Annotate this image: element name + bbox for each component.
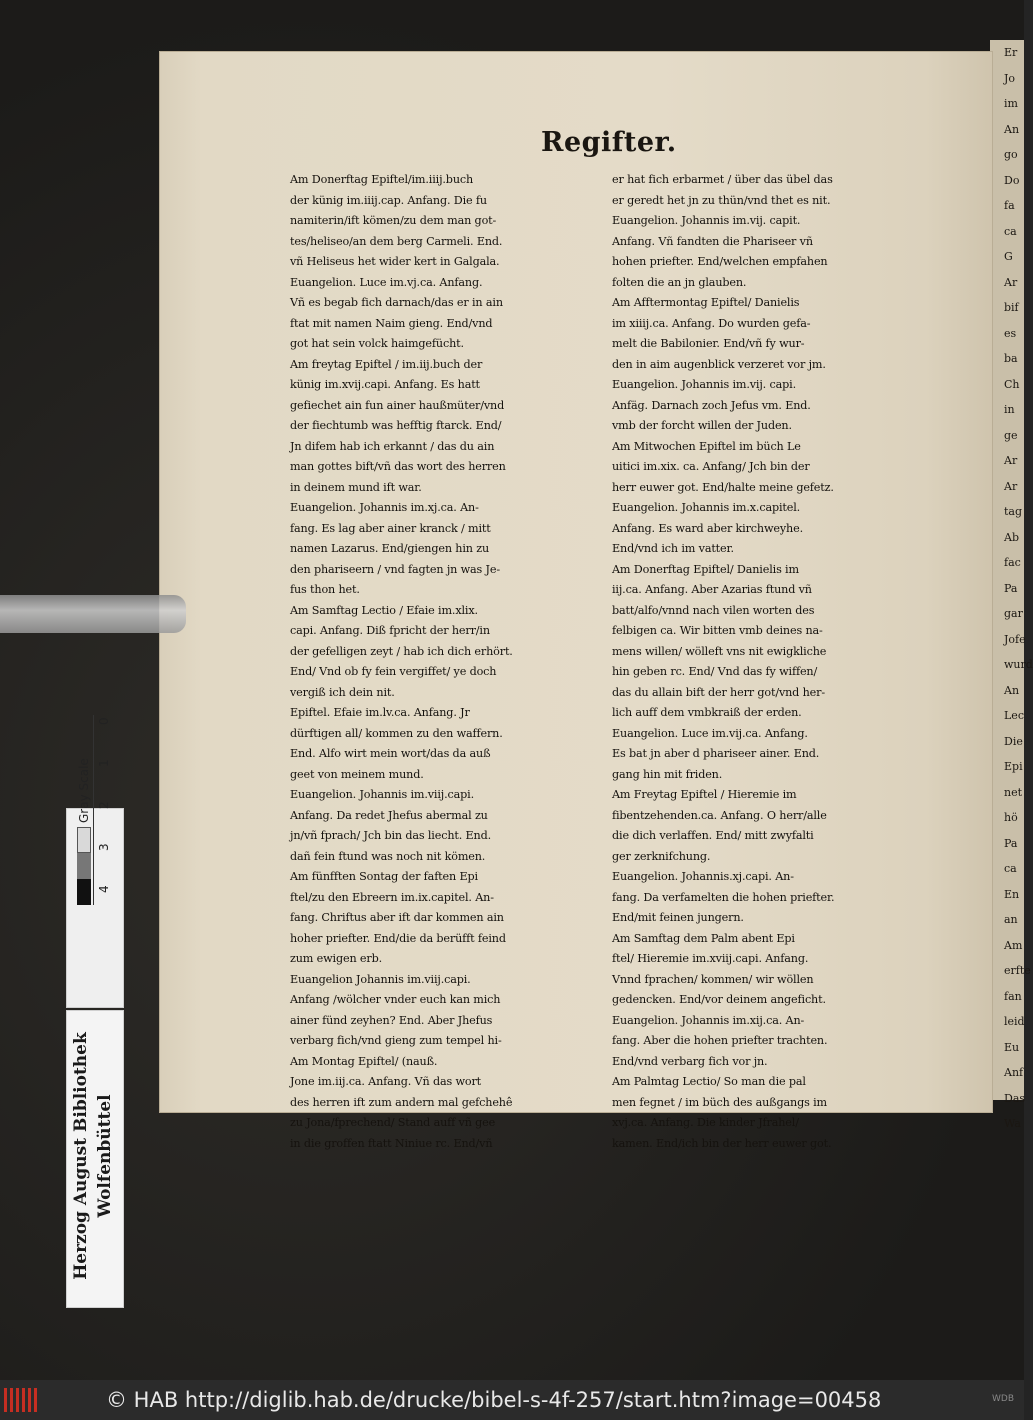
text-line: mens willen/ wölleft vns nit ewigkliche [612, 644, 827, 658]
underpage-fragment: Jofe [1004, 632, 1026, 646]
library-name: Herzog August Bibliothek [71, 1032, 91, 1280]
text-line: Anfäg. Darnach zoch Jefus vm. End. [612, 398, 811, 412]
underpage-fragment: Pa [1004, 581, 1018, 595]
text-line: fang. Chriftus aber ift dar kommen ain [290, 911, 504, 924]
text-line: Jone im.iij.ca. Anfang. Vñ das wort [290, 1075, 482, 1088]
text-line: in deinem mund ift war. [290, 480, 422, 494]
text-line: in die groffen ftatt Niniue rc. End/vñ [290, 1136, 493, 1150]
text-line: den phariseern / vnd fagten jn was Je- [290, 562, 500, 576]
text-line: Euangelion. Luce im.vj.ca. Anfang. [290, 275, 483, 289]
gray-scale-label: Gray Scale [77, 758, 91, 823]
underpage-fragment: Jo [1004, 71, 1016, 85]
text-line: Euangelion Johannis im.viij.capi. [290, 972, 471, 986]
text-line: herr euwer got. End/halte meine gefetz. [612, 480, 834, 494]
text-line: der gefelligen zeyt / hab ich dich erhört. [290, 644, 513, 658]
text-line: Am Mitwochen Epiftel im büch Le [612, 439, 801, 453]
underpage-fragment: An [1004, 683, 1020, 697]
text-line: der fiechtumb was hefftig ftarck. End/ [290, 419, 502, 432]
text-line: ainer fünd zeyhen? End. Aber Jhefus [290, 1013, 493, 1027]
text-line: lich auff dem vmbkraiß der erden. [612, 706, 802, 719]
text-line: End/ Vnd ob fy fein vergiffet/ ye doch [290, 665, 497, 678]
ruler-inner [75, 715, 115, 905]
underpage-fragment: Do [1004, 173, 1020, 187]
text-line: tes/heliseo/an dem berg Carmeli. End. [290, 234, 503, 248]
underpage-fragment: ca [1004, 224, 1017, 238]
text-line: dürftigen all/ kommen zu den waffern. [290, 726, 503, 740]
ruler-scale-line [93, 715, 94, 905]
ruler-number: 4 [97, 885, 111, 893]
underpage-fragment: fac [1004, 556, 1021, 569]
text-line: got hat sein volck haimgefücht. [290, 337, 464, 350]
underpage-fragment: Lec [1004, 709, 1024, 722]
underpage-fragment: fa [1004, 199, 1015, 212]
text-line: vergiß ich dein nit. [290, 685, 395, 699]
text-line: uitici im.xix. ca. Anfang/ Jch bin der [612, 460, 810, 473]
text-line: Epiftel. Efaie im.lv.ca. Anfang. Jr [290, 706, 470, 719]
underpage-fragment: gar [1004, 607, 1023, 620]
text-line: End/vnd verbarg fich vor jn. [612, 1054, 768, 1068]
underpage-fragment: Die [1004, 734, 1023, 748]
text-line: Anfang. Vñ fandten die Phariseer vñ [612, 234, 813, 248]
text-line: fang. Da verfamelten die hohen priefter. [612, 890, 835, 904]
gray-swatch-black [77, 879, 91, 905]
text-line: Euangelion. Johannis im.vij. capit. [612, 214, 801, 227]
ruler-number: 3 [97, 843, 111, 851]
text-line: den in aim augenblick verzeret vor jm. [612, 357, 826, 371]
text-line: End/mit feinen jungern. [612, 911, 744, 924]
text-line: Anfang. Da redet Jhefus abermal zu [290, 808, 488, 822]
underpage-fragment: im [1004, 97, 1018, 110]
underpage-fragment: wurd [1004, 658, 1033, 671]
text-line: Anfang /wölcher vnder euch kan mich [290, 993, 501, 1006]
text-line: Euangelion. Johannis im.xij.ca. An- [612, 1013, 805, 1027]
underlying-page-edge [990, 40, 1033, 1130]
text-line: fibentzehenden.ca. Anfang. O herr/alle [612, 808, 827, 822]
text-line: vñ Heliseus het wider kert in Galgala. [290, 255, 500, 268]
underpage-fragment: ba [1004, 352, 1018, 365]
underpage-fragment: Epi [1004, 760, 1023, 773]
text-line: kamen. End/ich bin der herr euwer got. [612, 1136, 832, 1150]
text-line: namen Lazarus. End/giengen hin zu [290, 542, 490, 555]
underpage-fragment: tag [1004, 505, 1023, 518]
text-line: men fegnet / im büch des außgangs im [612, 1095, 827, 1109]
text-line: namiterin/ift kömen/zu dem man got- [290, 214, 497, 227]
text-line: hoher priefter. End/die da berüfft feind [290, 931, 506, 945]
text-line: man gottes bift/vñ das wort des herren [290, 460, 506, 473]
text-line: zu Jona/fprechend/ Stand auff vñ gee [290, 1116, 496, 1129]
text-line: ger zerknifchung. [612, 849, 711, 863]
underpage-fragment: Ar [1004, 454, 1018, 467]
underpage-fragment: Anf [1004, 1066, 1024, 1079]
text-line: Euangelion. Johannis im.xj.ca. An- [290, 501, 479, 514]
underpage-fragment: Das [1004, 1091, 1026, 1105]
underpage-fragment: go [1004, 148, 1018, 161]
footer-copyright-link[interactable]: © HAB http://diglib.hab.de/drucke/bibel-s-4f-257/start.htm?image=00458 [106, 1388, 882, 1412]
text-line: capi. Anfang. Diß fpricht der herr/in [290, 624, 490, 637]
text-line: des herren ift zum andern mal gefchehê [290, 1095, 513, 1109]
text-line: Am Samftag Lectio / Efaie im.xlix. [290, 603, 478, 617]
text-line: im xiiij.ca. Anfang. Do wurden gefa- [612, 316, 811, 330]
library-label [66, 1010, 124, 1308]
text-line: Euangelion. Luce im.vij.ca. Anfang. [612, 726, 808, 740]
text-line: Jn difem hab ich erkannt / das du ain [290, 439, 495, 453]
text-line: Am Montag Epiftel/ (nauß. [290, 1054, 438, 1068]
text-line: End. Alfo wirt mein wort/das da auß [290, 747, 491, 760]
underpage-fragment: Pa [1004, 836, 1018, 850]
text-line: fus thon het. [290, 583, 360, 596]
text-line: er geredt het jn zu thün/vnd thet es nit. [612, 193, 831, 207]
text-line: Am fünfften Sontag der faften Epi [290, 870, 478, 883]
text-line: Am Palmtag Lectio/ So man die pal [612, 1075, 806, 1088]
text-line: batt/alfo/vnnd nach vilen worten des [612, 603, 815, 617]
text-line: das du allain bift der herr got/vnd her- [612, 685, 825, 699]
text-line: felbigen ca. Wir bitten vmb deines na- [612, 624, 823, 637]
text-line: Es bat jn aber d phariseer ainer. End. [612, 747, 820, 760]
text-line: der künig im.iiij.cap. Anfang. Die fu [290, 193, 487, 207]
text-line: xvj.ca. Anfang. Die kinder Jfrahel/ [612, 1116, 799, 1129]
ruler-number: 1 [97, 759, 111, 767]
underpage-fragment: Er [1004, 46, 1018, 59]
gray-swatch-light [77, 827, 91, 853]
text-line: fang. Aber die hohen priefter trachten. [612, 1034, 828, 1047]
text-line: gefiechet ain fun ainer haußmüter/vnd [290, 398, 505, 412]
text-line: vmb der forcht willen der Juden. [612, 419, 792, 432]
underpage-fragment: leid [1004, 1015, 1025, 1028]
right-text-column [612, 170, 928, 1154]
footer-bar [0, 1380, 1024, 1420]
underpage-fragment: G [1004, 250, 1013, 263]
text-line: fang. Es lag aber ainer kranck / mitt [290, 521, 491, 535]
underpage-fragment: fan [1004, 989, 1022, 1003]
text-line: Euangelion. Johannis im.viij.capi. [290, 788, 474, 801]
text-line: gedencken. End/vor deinem angeficht. [612, 993, 826, 1006]
underpage-fragment: in [1004, 403, 1015, 416]
underpage-fragment: Ch [1004, 377, 1020, 391]
text-line: iij.ca. Anfang. Aber Azarias ftund vñ [612, 583, 812, 596]
text-line: folten die an jn glauben. [612, 275, 747, 289]
underpage-fragment: Ar [1004, 275, 1018, 289]
text-line: Euangelion. Johannis.xj.capi. An- [612, 870, 794, 883]
text-line: jn/vñ fprach/ Jch bin das liecht. End. [290, 829, 492, 842]
underpage-fragment: ge [1004, 428, 1018, 442]
left-text-column [290, 170, 606, 1154]
underpage-fragment: bif [1004, 301, 1019, 314]
gray-scale-ruler [66, 717, 124, 1008]
text-line: Vñ es begab fich darnach/das er in ain [290, 296, 503, 309]
text-line: gang hin mit friden. [612, 767, 723, 781]
hab-logo-icon [4, 1388, 40, 1412]
library-city: Wolfenbüttel [95, 1094, 115, 1218]
text-line: End/vnd ich im vatter. [612, 542, 734, 555]
text-line: er hat fich erbarmet / über das übel das [612, 173, 833, 186]
text-line: hohen priefter. End/welchen empfahen [612, 255, 828, 268]
underpage-fragment: Ab [1004, 530, 1019, 544]
page-header: Regifter. [541, 127, 677, 158]
underpage-fragment: net [1004, 785, 1023, 799]
text-line: zum ewigen erb. [290, 952, 383, 965]
underpage-fragment: hö [1004, 811, 1018, 824]
footer-mark: WDB [992, 1394, 1015, 1404]
text-line: melt die Babilonier. End/vñ fy wur- [612, 337, 805, 350]
underpage-fragment: En [1004, 887, 1020, 901]
underpage-fragment: An [1004, 122, 1020, 136]
text-line: Vnnd fprachen/ kommen/ wir wöllen [612, 972, 814, 986]
text-line: Am Afftermontag Epiftel/ Danielis [612, 296, 800, 309]
text-line: Am Samftag dem Palm abent Epi [612, 931, 795, 945]
underpage-fragment: Ar [1004, 479, 1018, 493]
text-line: geet von meinem mund. [290, 767, 424, 781]
text-line: die dich verlaffen. End/ mitt zwyfalti [612, 829, 814, 842]
underpage-fragment: ca [1004, 862, 1017, 875]
text-line: ftel/ Hieremie im.xviij.capi. Anfang. [612, 952, 809, 965]
underpage-fragment: Am [1004, 938, 1023, 952]
ruler-number: 0 [97, 717, 111, 725]
text-line: Anfang. Es ward aber kirchweyhe. [612, 521, 803, 535]
page-holder-strip [0, 595, 186, 633]
text-line: verbarg fich/vnd gieng zum tempel hi- [290, 1034, 502, 1047]
underpage-fragment: erfte [1004, 964, 1031, 977]
text-line: ftel/zu den Ebreern im.ix.capitel. An- [290, 890, 494, 904]
text-line: Am Freytag Epiftel / Hieremie im [612, 788, 797, 801]
text-line: Am freytag Epiftel / im.iij.buch der [290, 357, 483, 371]
underpage-fragment: an [1004, 913, 1018, 926]
text-line: ftat mit namen Naim gieng. End/vnd [290, 316, 493, 330]
underpage-fragment: Eu [1004, 1040, 1020, 1054]
text-line: hin geben rc. End/ Vnd das fy wiffen/ [612, 665, 818, 678]
text-line: dañ fein ftund was noch nit kömen. [290, 849, 486, 863]
text-line: Am Donerftag Epiftel/im.iiij.buch [290, 173, 474, 186]
gray-swatch-mid [77, 853, 91, 879]
library-label-text [69, 1011, 121, 1301]
text-line: künig im.xvij.capi. Anfang. Es hatt [290, 378, 480, 391]
text-line: Euangelion. Johannis im.vij. capi. [612, 378, 796, 391]
underpage-fragment: Wa [1004, 1117, 1021, 1130]
text-line: Euangelion. Johannis im.x.capitel. [612, 501, 801, 514]
ruler-number: 2 [97, 801, 111, 809]
text-line: Am Donerftag Epiftel/ Danielis im [612, 562, 799, 576]
underpage-fragment: es [1004, 326, 1017, 340]
